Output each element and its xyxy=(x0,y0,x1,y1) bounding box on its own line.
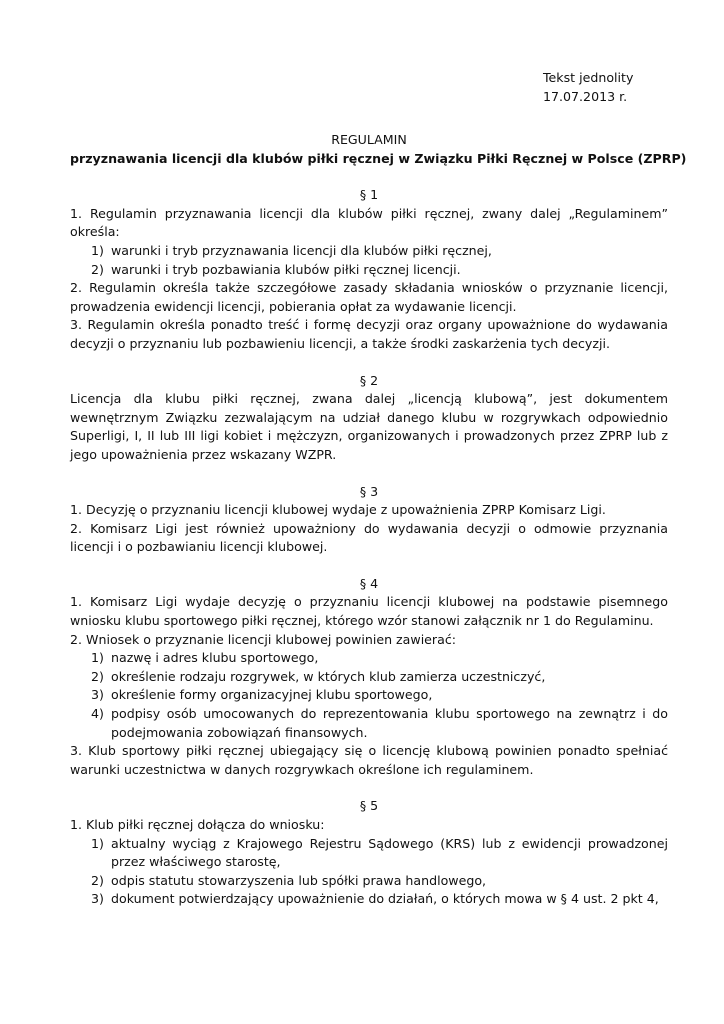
document-body xyxy=(70,68,687,909)
paragraph: 2. Komisarz Ligi jest również upoważniony do wydawania decyzji o odmowie przyznania licencji i o pozbawianiu licencji klubowej. xyxy=(70,520,668,555)
list-item xyxy=(70,705,668,742)
list-number: 2) xyxy=(91,261,104,277)
paragraph: Licencja dla klubu piłki ręcznej, zwana dalej „licencją klubową”, jest dokumentem wewnętrznym Związku zezwalającym na udział danego klubu w rozgrywkach odpowiednio Superligi, I, II lub III ligi kobiet i mężczyzn, organizowanych i prowadzonych przez ZPRP lub z jego upoważnienia przez wskazany WZPR. xyxy=(70,391,668,462)
list-text: warunki i tryb przyznawania licencji dla klubów piłki ręcznej, xyxy=(111,242,492,258)
paragraph: 2. Wniosek o przyznanie licencji klubowej powinien zawierać: xyxy=(70,631,456,647)
list-number: 2) xyxy=(91,872,104,888)
list-text: określenie rodzaju rozgrywek, w których klub zamierza uczestniczyć, xyxy=(111,668,546,684)
list-text: dokument potwierdzający upoważnienie do działań, o których mowa w § 4 ust. 2 pkt 4, xyxy=(111,891,659,907)
meta-date: 17.07.2013 r. xyxy=(543,89,628,104)
list-text: warunki i tryb pozbawiania klubów piłki ręcznej licencji. xyxy=(111,261,461,277)
paragraph: 3. Regulamin określa ponadto treść i formę decyzji oraz organy upoważnione do wydawania decyzji o przyznaniu lub pozbawieniu licencji, a także środki zaskarżenia tych decyzji. xyxy=(70,317,668,351)
list-item xyxy=(70,686,668,705)
list-number: 3) xyxy=(91,687,104,703)
list-number: 4) xyxy=(91,706,104,722)
section-heading-2: § 2 xyxy=(359,372,379,388)
list-item xyxy=(70,835,668,872)
list-item xyxy=(70,872,668,891)
paragraph: 1. Komisarz Ligi wydaje decyzję o przyznaniu licencji klubowej na podstawie pisemnego wniosku klubu sportowego piłki ręcznej, którego wzór stanowi załącznik nr 1 do Regulaminu. xyxy=(70,594,668,629)
list-text: nazwę i adres klubu sportowego, xyxy=(111,650,319,666)
document-subtitle: przyznawania licencji dla klubów piłki ręcznej w Związku Piłki Ręcznej w Polsce (ZPRP) xyxy=(70,150,687,166)
paragraph: 3. Klub sportowy piłki ręcznej ubiegający się o licencję klubową powinien ponadto spełniać warunki uczestnictwa w danych rozgrywkach określone ich regulaminem. xyxy=(70,743,668,777)
paragraph: 1. Decyzję o przyznaniu licencji klubowej wydaje z upoważnienia ZPRP Komisarz Ligi. xyxy=(70,502,606,518)
list-number: 1) xyxy=(91,242,104,258)
list-number: 2) xyxy=(91,668,104,684)
list-number: 3) xyxy=(91,891,104,907)
list-text: określenie formy organizacyjnej klubu sportowego, xyxy=(111,687,433,703)
section-heading-1: § 1 xyxy=(359,187,379,203)
list-text: odpis statutu stowarzyszenia lub spółki prawa handlowego, xyxy=(111,872,487,888)
list-item xyxy=(70,890,668,909)
section-heading-3: § 3 xyxy=(359,483,379,499)
paragraph: 1. Klub piłki ręcznej dołącza do wniosku: xyxy=(70,817,325,832)
list-text: podpisy osób umocowanych do reprezentowania klubu sportowego na zewnątrz i do podejmowania zobowiązań finansowych. xyxy=(111,706,668,740)
paragraph: 1. Regulamin przyznawania licencji dla klubów piłki ręcznej, zwany dalej „Regulaminem” xyxy=(70,205,668,221)
list-item xyxy=(70,261,668,280)
paragraph: określa: xyxy=(70,224,120,240)
list-number: 1) xyxy=(91,650,104,666)
list-item xyxy=(70,668,668,687)
meta-text-type: Tekst jednolity xyxy=(543,70,634,85)
section-heading-5: § 5 xyxy=(359,798,379,814)
document-title: REGULAMIN xyxy=(331,132,407,147)
list-item xyxy=(70,242,668,261)
list-number: 1) xyxy=(91,835,104,851)
section-heading-4: § 4 xyxy=(359,575,379,591)
paragraph: 2. Regulamin określa także szczegółowe zasady składania wniosków o przyznanie licencji, prowadzenia ewidencji licencji, pobierania opłat za wydawanie licencji. xyxy=(70,280,668,314)
list-item xyxy=(70,649,668,668)
list-text: aktualny wyciąg z Krajowego Rejestru Sądowego (KRS) lub z ewidencji prowadzonej przez właściwego starostę, xyxy=(111,835,668,870)
